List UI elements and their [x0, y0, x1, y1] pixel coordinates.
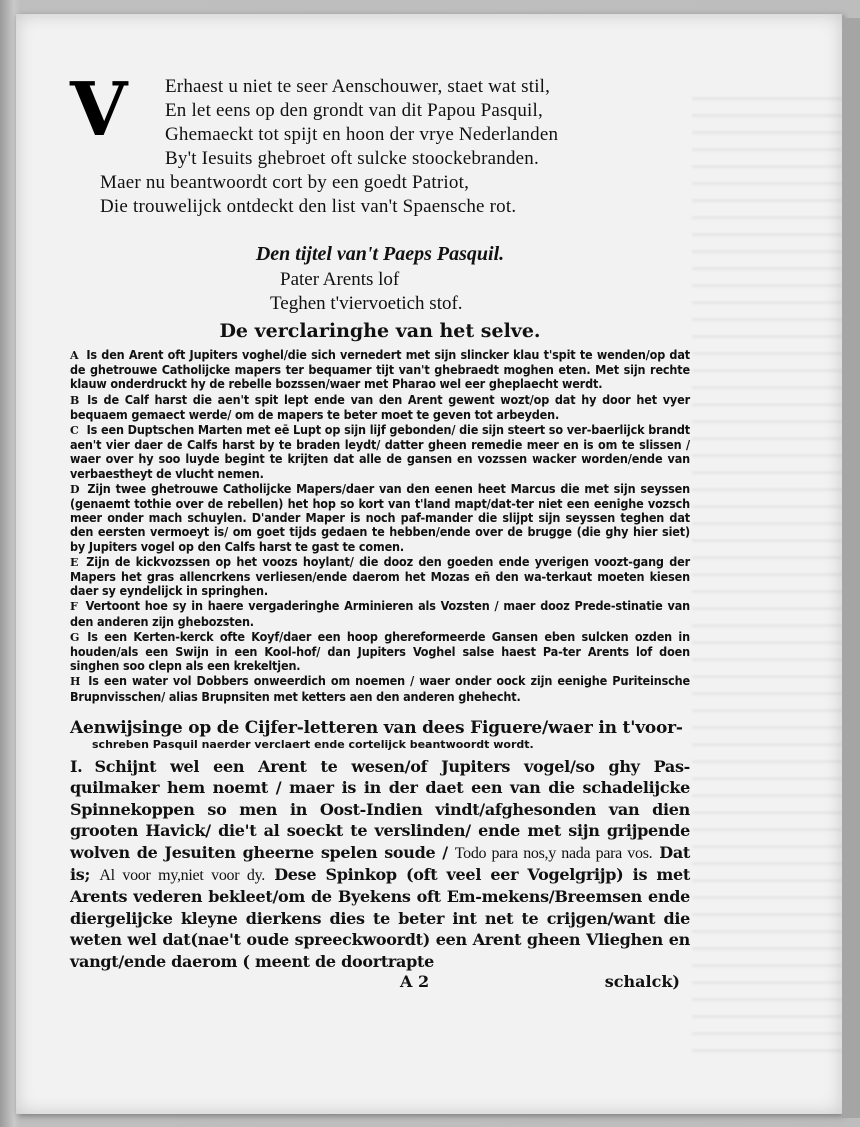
entry-text: Vertoont hoe sy in haere vergaderinghe Arminieren als Vozsten / maer dooz Prede-stinatie van den anderen zijn ghebozsten.: [70, 598, 690, 629]
entry-text: Is een water vol Dobbers onweerdich om noemen / waer onder oock zijn eenighe Puriteinsche Brupnvisschen/ alias Brupnsiten met ketters aen den anderen ghehecht.: [70, 673, 690, 704]
entry-letter: A: [70, 349, 79, 362]
page-edge: [842, 18, 860, 1118]
intro-poem: [70, 67, 690, 219]
page-content: [70, 67, 690, 998]
catchword: schalck): [604, 971, 680, 991]
drop-cap: V: [70, 67, 128, 153]
entry-letter: C: [70, 424, 79, 438]
legend-entry: [70, 630, 690, 674]
entry-letter: D: [70, 482, 80, 496]
legend-entry: [70, 423, 690, 481]
poem-line: Ghemaeckt tot spijt en hoon der vrye Nederlanden: [165, 124, 559, 145]
pasquil-title: Den tijtel van't Paeps Pasquil.: [255, 243, 505, 265]
commentary-paragraph: [70, 756, 690, 972]
legend-entry: [70, 674, 690, 703]
poem-line: En let eens op den grondt van dit Papou Pasquil,: [165, 100, 543, 121]
paragraph-number: I.: [70, 756, 83, 776]
signature-mark: A 2: [400, 971, 430, 991]
entry-text: Is de Calf harst die aen't spit lept ende van den Arent gewent wozt/op dat hy door het vyer bequaem gemaect werde/ om de mapers te beter moet te geven tot arbeyden.: [70, 391, 690, 422]
legend-entry: [70, 599, 690, 628]
commentary-text: Dese Spinkop (oft veel eer Vogelgrijp) is met Arents vederen bekleet/om de Byekens oft Em-mekens/Breemsen ende diergelijcke kleyne dierkens dies te beter int net te crijgen/want die weten wel dat(nae't oude spreeckwoordt) een Arent gheen Vlieghen en vangt/ende daerom ( meent de doortrapte: [70, 864, 690, 971]
pasquil-subtitle: [70, 268, 690, 316]
dutch-proverb: Al voor my,niet voor dy.: [99, 866, 265, 884]
section-heading: De verclaringhe van het selve.: [219, 320, 541, 342]
page-footer: [70, 972, 690, 998]
entry-text: Zijn twee ghetrouwe Catholijcke Mapers/daer van den eenen heet Marcus die met sijn seyssen (genaemt tothie over de rebellen) het hop so kort van t'land mapt/dat-ter niet een eenighe vozsch meer onder mach schuylen. D'ander Maper is noch paf-mander die slijpt sijn seyssen teghen dat den eersten vermoeyt is/ om goet tijds gedaen te hebben/ende over de brugge (die ghy hier siet) by Jupiters vogel op den Calfs harst te gast te comen.: [70, 480, 690, 554]
poem-line: By't Iesuits ghebroet oft sulcke stoockebranden.: [165, 148, 539, 169]
legend-entries: [70, 348, 690, 704]
entry-letter: B: [70, 393, 80, 407]
poem-line: Die trouwelijck ontdeckt den list van't Spaensche rot.: [100, 196, 517, 217]
subtitle-line: Teghen t'viervoetich stof.: [270, 293, 463, 314]
entry-text: Is een Kerten-kerck ofte Koyf/daer een hoop ghereformeerde Gansen eben sulcken ozden in houden/als een Swijn in een Kool-hof/ dan Jupiters Voghel salse haest Pa-ter Arents lof doen singhen soo clepn als een krekeltjen.: [70, 628, 690, 674]
aenwijsinge-heading: Aenwijsinge op de Cijfer-letteren van dees Figuere/waer in t'voor-: [70, 717, 683, 738]
commentary-text: Dat is;: [70, 842, 690, 884]
aenwijsinge-subheading: schreben Pasquil naerder verclaert ende cortelijck beantwoordt wordt.: [92, 737, 534, 751]
poem-line: Maer nu beantwoordt cort by een goedt Patriot,: [100, 172, 470, 193]
legend-entry: [70, 482, 690, 554]
entry-letter: F: [70, 600, 78, 614]
entry-text: Is den Arent oft Jupiters voghel/die sich vernedert met sijn slincker klau t'spit te wenden/op dat de ghetrouwe Catholijcke mapers ter bequamer tijt van't ghebraedt moghen eten. Met sijn rechte klauw onderdruckt hy de rebelle bozssen/waer met Pharao wel eer gheplaecht werdt.: [70, 347, 690, 392]
poem-line: Erhaest u niet te seer Aenschouwer, staet wat stil,: [165, 76, 551, 97]
entry-text: Is een Duptschen Marten met eē Lupt op sijn lijf gebonden/ die sijn steert so ver-baerlijck brandt aen't vier daer de Calfs harst by te braden leydt/ datter gheen remedie meer en is om te slissen / waer over hy soo luyde begint te krijten dat alle de gansen en vozssen wacker worden/ende van verbaestheyt de vlucht nemen.: [70, 422, 690, 481]
commentary-text: Schijnt wel een Arent te wesen/of Jupiters vogel/so ghy Pas-quilmaker hem noemt / maer is in der daet een van die schadelijcke Spinnekoppen so men in Oost-Indien vindt/afghesonden van dien grooten Havick/ die't al soeckt te verslinden/ ende met sijn grijpende wolven de Jesuiten gheerne spelen soude /: [70, 756, 690, 862]
legend-entry: [70, 393, 690, 422]
entry-text: Zijn de kickvozssen op het voozs hoylant/ die dooz den goeden ende yverigen voozt-gang der Mapers het gras allencrkens verliesen/ende daerom het Mozas eñ den wa-terkaut moeten kiesen daer sy eyndelijck in springhen.: [70, 553, 690, 599]
legend-entry: [70, 348, 690, 392]
show-through: [692, 84, 842, 1064]
legend-entry: [70, 555, 690, 599]
entry-letter: H: [70, 675, 81, 689]
entry-letter: E: [70, 555, 79, 569]
entry-letter: G: [70, 630, 80, 644]
subtitle-line: Pater Arents lof: [280, 269, 400, 290]
spanish-proverb: Todo para nos,y nada para vos.: [454, 844, 653, 862]
